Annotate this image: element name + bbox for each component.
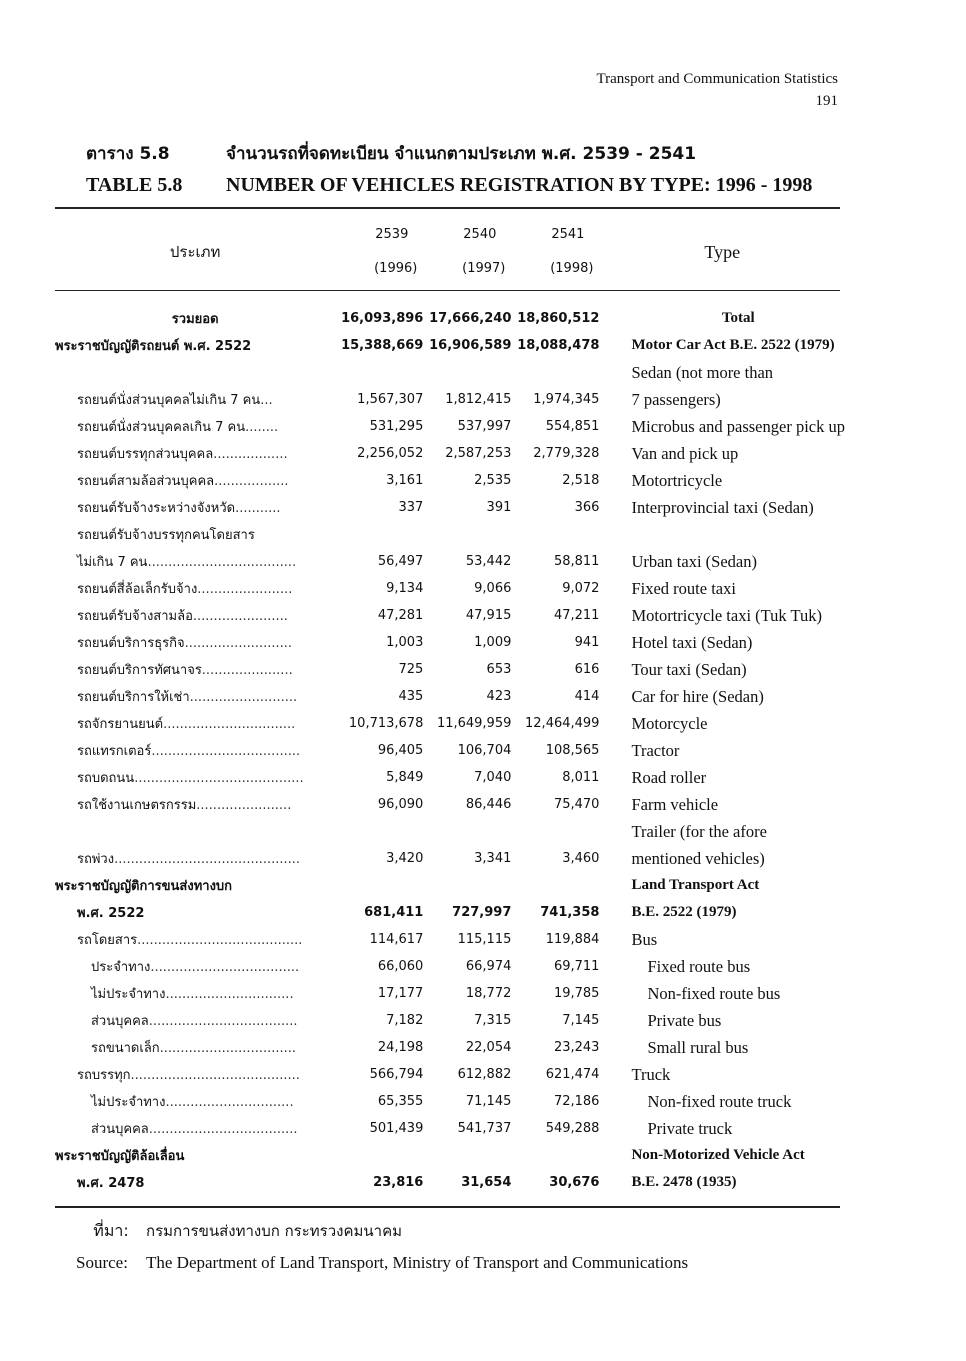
value-y2: 1,812,415 [445,392,512,407]
value-y1: 9,134 [386,581,424,596]
value-y3: 69,711 [553,959,600,974]
value-y1: 3,420 [386,851,424,866]
table-row [55,629,845,656]
thai-text: ส่วนบุคคล [91,1014,149,1029]
col-header-type: Type [704,241,741,262]
value-y3: 621,474 [545,1067,600,1082]
row-thai-label [55,359,335,386]
table-row [55,602,845,629]
value-y3: 7,145 [562,1013,600,1028]
thai-text: รถพ่วง [77,852,115,867]
value-y2: 53,442 [465,554,512,569]
title-en-label: TABLE 5.8 [86,173,183,196]
value-y2: 653 [486,662,512,677]
row-english-type: Motortricycle taxi (Tuk Tuk) [631,605,822,625]
value-y1: 15,388,669 [341,338,424,353]
row-thai-label [55,1034,335,1061]
row-english-type: Motor Car Act B.E. 2522 (1979) [631,337,835,353]
table-row [55,1034,845,1061]
source-en-label: Source: [76,1253,128,1272]
thai-text: พ.ศ. 2522 [77,906,145,921]
value-y1: 65,355 [377,1094,424,1109]
leader-dots: ......................................... [130,1068,300,1083]
value-y3: 616 [574,662,600,677]
thai-text: รถยนต์บริการให้เช่า [77,690,190,705]
thai-text: ไม่เกิน 7 คน [77,555,148,570]
value-y2: 106,704 [457,743,512,758]
leader-dots: .................................... [150,960,300,975]
value-y2: 115,115 [457,932,512,947]
row-english-type: Van and pick up [631,443,739,463]
value-y2: 17,666,240 [429,311,512,326]
value-y2: 7,315 [474,1013,512,1028]
thai-text: พ.ศ. 2478 [77,1176,145,1191]
value-y3 [511,359,599,386]
table-row [55,656,845,683]
col-header-y3 [511,213,599,291]
row-english-type: B.E. 2522 (1979) [631,904,737,920]
value-y3: 9,072 [562,581,600,596]
col-y2-en: (1997) [462,261,506,276]
row-english-type: Interprovincial taxi (Sedan) [631,497,814,517]
row-english-type: Non-fixed route truck [647,1091,792,1111]
value-y2: 18,772 [465,986,512,1001]
row-english-type: Motorcycle [631,713,708,733]
row-thai-label [55,1142,335,1169]
value-y2: 2,587,253 [445,446,512,461]
leader-dots: ........................................ [137,933,303,948]
value-y2: 537,997 [457,419,512,434]
value-y1: 96,405 [377,743,424,758]
table-row [55,467,845,494]
thai-text: รถบรรทุก [77,1068,131,1083]
table-row [55,737,845,764]
value-y1: 1,003 [386,635,424,650]
value-y1: 566,794 [369,1067,424,1082]
page-number: 191 [815,93,838,109]
value-y3: 75,470 [553,797,600,812]
table-row [55,683,845,710]
value-y2: 66,974 [465,959,512,974]
value-y1: 17,177 [377,986,424,1001]
table-row [55,899,845,926]
top-rule [55,207,840,209]
leader-dots: ............................... [165,987,294,1002]
table-row [55,359,845,386]
row-english-type: Total [721,310,755,326]
table-row [55,575,845,602]
thai-text: รถยนต์นั่งส่วนบุคคลเกิน 7 คน [77,420,246,435]
table-row [55,926,845,953]
row-english-type: Private bus [647,1010,722,1030]
source-english [76,1247,688,1279]
thai-text: พระราชบัญญัติล้อเลื่อน [55,1149,185,1164]
value-y1: 337 [398,500,424,515]
value-y1: 7,182 [386,1013,424,1028]
row-thai-label [55,791,335,818]
value-y3: 941 [574,635,600,650]
value-y2: 47,915 [465,608,512,623]
table-row [55,980,845,1007]
table-row [55,413,845,440]
source-thai-label: ที่มา: [93,1221,129,1240]
value-y3: 23,243 [553,1040,600,1055]
row-english-type: 7 passengers) [631,389,721,409]
source-thai [76,1215,688,1247]
row-english-type: Private truck [647,1118,733,1138]
value-y1: 56,497 [377,554,424,569]
thai-text: รถยนต์นั่งส่วนบุคคลไม่เกิน 7 คน [77,393,261,408]
row-english-type: Tractor [631,740,680,760]
leader-dots: ....................... [192,609,288,624]
column-header-row [55,213,845,291]
col-header-y1 [335,213,423,291]
title-thai [86,137,846,169]
value-y2: 22,054 [465,1040,512,1055]
row-thai-label [55,305,335,332]
value-y2: 16,906,589 [429,338,512,353]
row-thai-label [55,926,335,953]
row-thai-label [55,521,335,548]
table-row [55,791,845,818]
table-row [55,818,845,845]
thai-text: ประจำทาง [91,960,151,975]
value-y2: 7,040 [474,770,512,785]
row-thai-label [55,710,335,737]
value-y1 [335,872,423,899]
value-y2 [423,521,511,548]
table-body [55,305,845,1196]
value-y3: 2,779,328 [533,446,600,461]
value-y1 [335,1142,423,1169]
table-row [55,1169,845,1196]
leader-dots: ... [260,393,273,408]
leader-dots: ................................ [163,717,296,732]
row-english-type: Land Transport Act [631,877,760,893]
table-row [55,332,845,359]
value-y3 [511,1142,599,1169]
thai-text: ไม่ประจำทาง [91,987,166,1002]
value-y2 [423,1142,511,1169]
thai-text: รถยนต์บรรทุกส่วนบุคคล [77,447,214,462]
value-y2: 1,009 [474,635,512,650]
row-thai-label [55,818,335,845]
table-row [55,494,845,521]
row-thai-label [55,1061,335,1088]
value-y1 [335,521,423,548]
row-thai-label [55,629,335,656]
value-y3: 12,464,499 [525,716,600,731]
row-thai-label [55,602,335,629]
thai-text: รถแทรกเตอร์ [77,744,152,759]
thai-text: รถยนต์บริการธุรกิจ [77,636,185,651]
table-row [55,872,845,899]
value-y1: 2,256,052 [357,446,424,461]
thai-text: พระราชบัญญัติการขนส่งทางบก [55,879,233,894]
value-y3: 19,785 [553,986,600,1001]
row-thai-label [55,386,335,413]
leader-dots: ........... [235,501,281,516]
value-y2: 31,654 [461,1175,512,1190]
row-thai-label [55,1115,335,1142]
value-y1: 435 [398,689,424,704]
row-english-type: Fixed route taxi [631,578,736,598]
col-y1-thai: 2539 [375,227,409,242]
thai-text: รถยนต์รับจ้างสามล้อ [77,609,193,624]
leader-dots: .................................... [151,744,301,759]
thai-text: พระราชบัญญัติรถยนต์ พ.ศ. 2522 [55,339,252,354]
value-y1: 10,713,678 [348,716,424,731]
value-y1: 1,567,307 [357,392,424,407]
value-y1: 531,295 [369,419,424,434]
value-y1: 725 [398,662,424,677]
thai-text: รวมยอด [171,312,219,327]
value-y2 [423,818,511,845]
leader-dots: ........ [245,420,279,435]
value-y2: 86,446 [465,797,512,812]
thai-text: รถยนต์สามล้อส่วนบุคคล [77,474,215,489]
leader-dots: ................................. [159,1041,297,1056]
value-y3: 3,460 [562,851,600,866]
value-y1: 16,093,896 [341,311,424,326]
value-y2: 423 [486,689,512,704]
source-en-text: The Department of Land Transport, Ministry of Transport and Communications [146,1253,689,1272]
thai-text: รถยนต์บริการทัศนาจร [77,663,202,678]
row-thai-label [55,1088,335,1115]
title-en-text: NUMBER OF VEHICLES REGISTRATION BY TYPE: 1996 - 1998 [226,173,813,196]
row-english-type: Microbus and passenger pick up [631,416,845,436]
row-thai-label [55,1169,335,1196]
leader-dots: .................. [213,447,288,462]
leader-dots: ...................... [201,663,293,678]
leader-dots: ............................... [165,1095,294,1110]
row-thai-label [55,332,335,359]
publication-title: Transport and Communication Statistics [596,71,838,87]
row-english-type: Farm vehicle [631,794,719,814]
value-y2: 727,997 [452,905,512,920]
value-y1: 501,439 [369,1121,424,1136]
thai-text: ไม่ประจำทาง [91,1095,166,1110]
thai-text: รถโดยสาร [77,933,138,948]
thai-text: รถยนต์รับจ้างระหว่างจังหวัด [77,501,236,516]
thai-text: ส่วนบุคคล [91,1122,149,1137]
value-y1: 114,617 [369,932,424,947]
value-y3: 554,851 [545,419,600,434]
col-header-y2 [423,213,511,291]
value-y1: 3,161 [386,473,424,488]
value-y3 [511,521,599,548]
source-thai-text: กรมการขนส่งทางบก กระทรวงคมนาคม [146,1222,402,1240]
title-thai-text: จำนวนรถที่จดทะเบียน จำแนกตามประเภท พ.ศ. 2539 - 2541 [226,143,697,164]
value-y3: 1,974,345 [533,392,600,407]
leader-dots: ....................... [196,798,292,813]
row-thai-label [55,467,335,494]
row-thai-label [55,764,335,791]
row-thai-label [55,737,335,764]
table-row [55,1142,845,1169]
source-note [76,1215,688,1279]
value-y2: 612,882 [457,1067,512,1082]
value-y3 [511,818,599,845]
row-thai-label [55,683,335,710]
page-header [596,68,838,112]
value-y3: 58,811 [553,554,600,569]
leader-dots: .................. [214,474,289,489]
row-thai-label [55,953,335,980]
bottom-rule [55,1206,840,1208]
row-english-type: Motortricycle [631,470,723,490]
vehicle-table [55,213,845,1196]
leader-dots: .................................... [147,555,297,570]
value-y3: 108,565 [545,743,600,758]
leader-dots: ............................................. [114,852,301,867]
value-y2: 9,066 [474,581,512,596]
row-english-type: Sedan (not more than [631,362,774,382]
value-y3: 549,288 [545,1121,600,1136]
row-thai-label [55,548,335,575]
value-y1: 96,090 [377,797,424,812]
row-english-type: Road roller [631,767,707,787]
value-y2: 11,649,959 [436,716,512,731]
value-y3: 414 [574,689,600,704]
row-english-type: Non-Motorized Vehicle Act [631,1147,805,1163]
value-y1: 24,198 [377,1040,424,1055]
value-y2: 71,145 [465,1094,512,1109]
row-english-type: Trailer (for the afore [631,821,767,841]
value-y3: 30,676 [549,1175,600,1190]
row-english-type: Tour taxi (Sedan) [631,659,747,679]
col-header-thai: ประเภท [169,243,221,261]
row-english-type: Bus [631,929,658,949]
value-y1 [335,818,423,845]
table-row [55,521,845,548]
value-y3: 366 [574,500,600,515]
row-english-type: Hotel taxi (Sedan) [631,632,753,652]
thai-text: รถใช้งานเกษตรกรรม [77,798,197,813]
row-thai-label [55,899,335,926]
row-thai-label [55,845,335,872]
thai-text: รถบดถนน [77,771,135,786]
row-thai-label [55,575,335,602]
value-y3: 47,211 [553,608,600,623]
thai-text: รถจักรยานยนต์ [77,717,164,732]
thai-text: รถขนาดเล็ก [91,1041,160,1056]
value-y2 [423,359,511,386]
title-english [86,169,846,201]
leader-dots: ....................... [197,582,293,597]
thai-text: รถยนต์สี่ล้อเล็กรับจ้าง [77,582,198,597]
row-english-type: Fixed route bus [647,956,751,976]
table-row [55,764,845,791]
row-english-type: mentioned vehicles) [631,848,765,868]
table-title [86,137,846,201]
value-y1: 681,411 [364,905,424,920]
value-y1: 66,060 [377,959,424,974]
value-y2 [423,872,511,899]
value-y2: 541,737 [457,1121,512,1136]
row-english-type: Truck [631,1064,671,1084]
row-thai-label [55,980,335,1007]
table-row [55,440,845,467]
col-y3-thai: 2541 [551,227,585,242]
table-row [55,1061,845,1088]
table-row [55,305,845,332]
table-row [55,386,845,413]
value-y3: 119,884 [545,932,600,947]
row-english-type: B.E. 2478 (1935) [631,1174,737,1190]
leader-dots: .......................... [189,690,298,705]
value-y3: 8,011 [562,770,600,785]
value-y3 [511,872,599,899]
value-y3: 741,358 [540,905,600,920]
value-y3: 2,518 [562,473,600,488]
row-thai-label [55,1007,335,1034]
value-y3: 18,860,512 [517,311,600,326]
table-row [55,845,845,872]
table-row [55,1088,845,1115]
leader-dots: .................................... [148,1014,298,1029]
table-row [55,1007,845,1034]
row-english-type [599,521,845,548]
value-y3: 72,186 [553,1094,600,1109]
value-y3: 18,088,478 [517,338,600,353]
row-thai-label [55,440,335,467]
thai-text: รถยนต์รับจ้างบรรทุกคนโดยสาร [77,528,255,543]
title-thai-label: ตาราง 5.8 [86,143,170,164]
table-row [55,1115,845,1142]
value-y1: 23,816 [373,1175,424,1190]
value-y2: 2,535 [474,473,512,488]
leader-dots: ......................................... [134,771,304,786]
col-y2-thai: 2540 [463,227,497,242]
row-english-type: Urban taxi (Sedan) [631,551,757,571]
row-thai-label [55,656,335,683]
col-y1-en: (1996) [374,261,418,276]
row-thai-label [55,413,335,440]
row-thai-label [55,494,335,521]
value-y1 [335,359,423,386]
leader-dots: .................................... [148,1122,298,1137]
row-english-type: Small rural bus [647,1037,749,1057]
value-y1: 5,849 [386,770,424,785]
leader-dots: .......................... [184,636,293,651]
value-y2: 3,341 [474,851,512,866]
table-row [55,710,845,737]
row-english-type: Non-fixed route bus [647,983,781,1003]
value-y1: 47,281 [377,608,424,623]
col-y3-en: (1998) [550,261,594,276]
row-english-type: Car for hire (Sedan) [631,686,764,706]
table-row [55,953,845,980]
value-y2: 391 [486,500,512,515]
table-row [55,548,845,575]
row-thai-label [55,872,335,899]
